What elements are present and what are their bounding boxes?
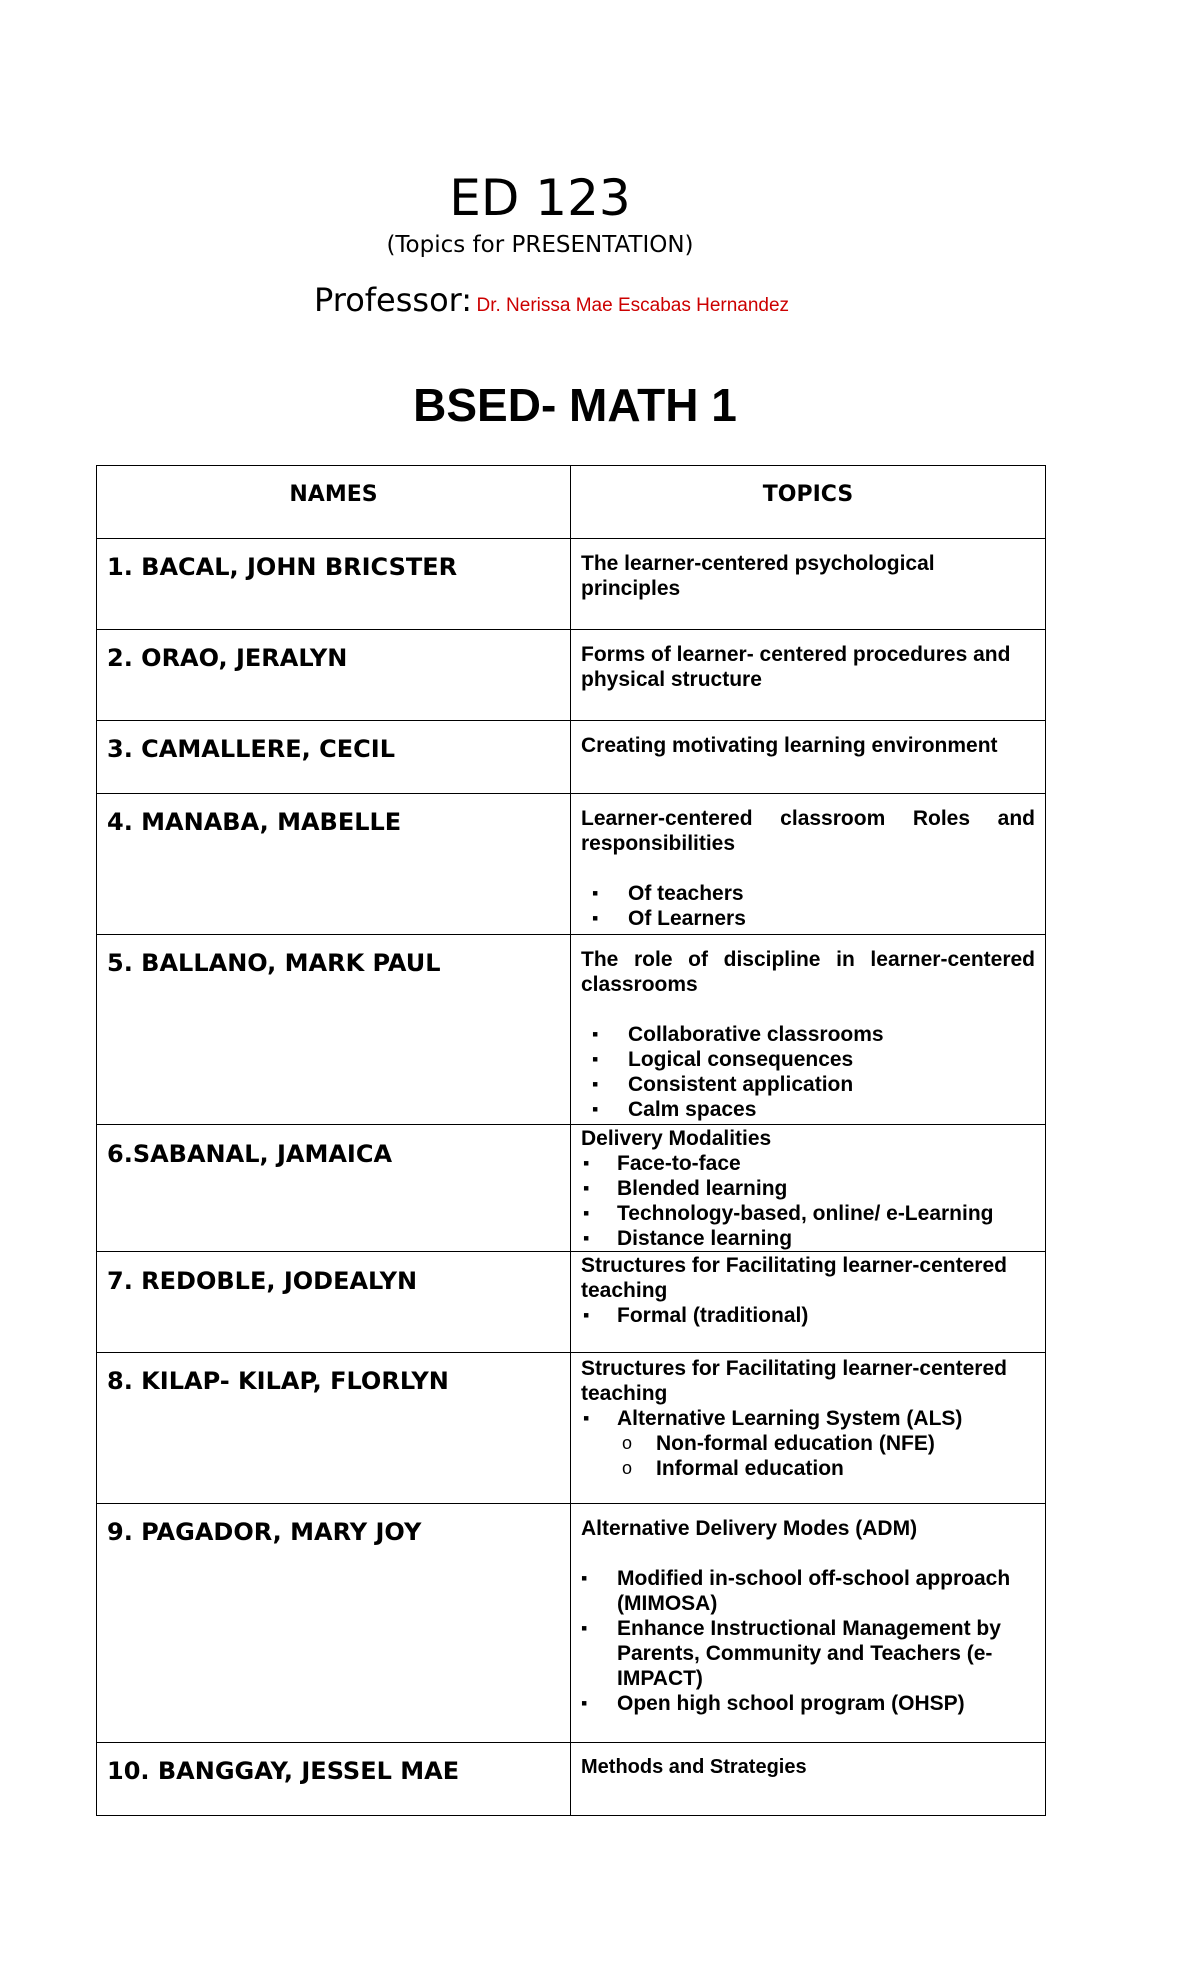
bullet-text: Alternative Learning System (ALS) <box>617 1407 963 1430</box>
student-name: 4. MANABA, MABELLE <box>97 794 571 935</box>
bullet-item: ▪ Distance learning <box>617 1226 1035 1251</box>
professor-line <box>314 280 789 327</box>
table-row <box>97 935 1046 1125</box>
student-name: 7. REDOBLE, JODEALYN <box>97 1252 571 1353</box>
bullet-item: ▪ Enhance Instructional Management by Parents, Community and Teachers (e-IMPACT) <box>617 1616 1035 1691</box>
topic-title: Structures for Facilitating learner-centered teaching <box>581 1254 1007 1302</box>
student-name: 5. BALLANO, MARK PAUL <box>97 935 571 1125</box>
student-name: 10. BANGGAY, JESSEL MAE <box>97 1743 571 1816</box>
table-row <box>97 1353 1046 1504</box>
topic-cell <box>571 794 1046 935</box>
bullet-item: ▪ Consistent application <box>628 1072 1035 1097</box>
student-name: 6.SABANAL, JAMAICA <box>97 1125 571 1252</box>
student-name: 1. BACAL, JOHN BRICSTER <box>97 539 571 630</box>
section-title: BSED- MATH 1 <box>413 379 737 431</box>
table-row <box>97 1743 1046 1816</box>
professor-label: Professor: <box>314 281 473 319</box>
table-row <box>97 539 1046 630</box>
header-topics: TOPICS <box>571 466 1046 539</box>
topic-title: Methods and Strategies <box>581 1756 807 1778</box>
topic-cell <box>571 1504 1046 1743</box>
bullet-item: ▪ Collaborative classrooms <box>628 1022 1035 1047</box>
bullet-item: ▪ Face-to-face <box>617 1151 1035 1176</box>
bullet-item: ▪ Of teachers <box>628 881 1035 906</box>
bullet-item: ▪ Open high school program (OHSP) <box>617 1691 1035 1716</box>
header-names: NAMES <box>97 466 571 539</box>
topic-cell <box>571 630 1046 721</box>
topic-title: Structures for Facilitating learner-centered teaching <box>581 1357 1007 1405</box>
topic-bullets <box>581 1406 1035 1481</box>
course-title: ED 123 <box>449 169 631 227</box>
table-row <box>97 630 1046 721</box>
bullet-item: ▪ Blended learning <box>617 1176 1035 1201</box>
student-name: 2. ORAO, JERALYN <box>97 630 571 721</box>
topic-cell <box>571 1743 1046 1816</box>
bullet-item: ▪ Technology-based, online/ e-Learning <box>617 1201 1035 1226</box>
table-row <box>97 794 1046 935</box>
student-name: 8. KILAP- KILAP, FLORLYN <box>97 1353 571 1504</box>
topic-title: Forms of learner- centered procedures and physical structure <box>581 643 1011 691</box>
topic-title: Creating motivating learning environment <box>581 734 998 757</box>
table-row <box>97 1252 1046 1353</box>
topic-title: The role of discipline in learner-centered classrooms <box>581 948 1035 996</box>
table-header-row <box>97 466 1046 539</box>
topic-title: Alternative Delivery Modes (ADM) <box>581 1517 918 1540</box>
topic-cell <box>571 1125 1046 1252</box>
bullet-item <box>617 1406 1035 1481</box>
subtitle: (Topics for PRESENTATION) <box>386 232 694 258</box>
topic-cell <box>571 1353 1046 1504</box>
topic-cell <box>571 539 1046 630</box>
topic-bullets <box>581 881 1035 931</box>
topic-bullets <box>581 1566 1035 1716</box>
student-name: 3. CAMALLERE, CECIL <box>97 721 571 794</box>
professor-name: Dr. Nerissa Mae Escabas Hernandez <box>476 295 790 316</box>
topic-cell <box>571 1252 1046 1353</box>
sub-bullet-item: o Informal education <box>656 1456 1035 1481</box>
bullet-item: ▪ Calm spaces <box>628 1097 1035 1122</box>
table-row <box>97 1504 1046 1743</box>
topic-bullets <box>581 1151 1035 1251</box>
topic-cell <box>571 935 1046 1125</box>
topic-bullets <box>581 1303 1035 1328</box>
sub-bullet-item: o Non-formal education (NFE) <box>656 1431 1035 1456</box>
table-row <box>97 721 1046 794</box>
topic-title: The learner-centered psychological principles <box>581 552 935 600</box>
topic-title: Delivery Modalities <box>581 1127 772 1150</box>
topic-cell <box>571 721 1046 794</box>
topic-sub-bullets <box>617 1431 1035 1481</box>
topics-table <box>96 465 1046 1816</box>
topic-title: Learner-centered classroom Roles and responsibilities <box>581 807 1035 855</box>
bullet-item: ▪ Of Learners <box>628 906 1035 931</box>
table-row <box>97 1125 1046 1252</box>
bullet-item: ▪ Modified in-school off-school approach (MIMOSA) <box>617 1566 1035 1616</box>
topic-bullets <box>581 1022 1035 1122</box>
bullet-item: ▪ Logical consequences <box>628 1047 1035 1072</box>
student-name: 9. PAGADOR, MARY JOY <box>97 1504 571 1743</box>
bullet-item: ▪ Formal (traditional) <box>617 1303 1035 1328</box>
